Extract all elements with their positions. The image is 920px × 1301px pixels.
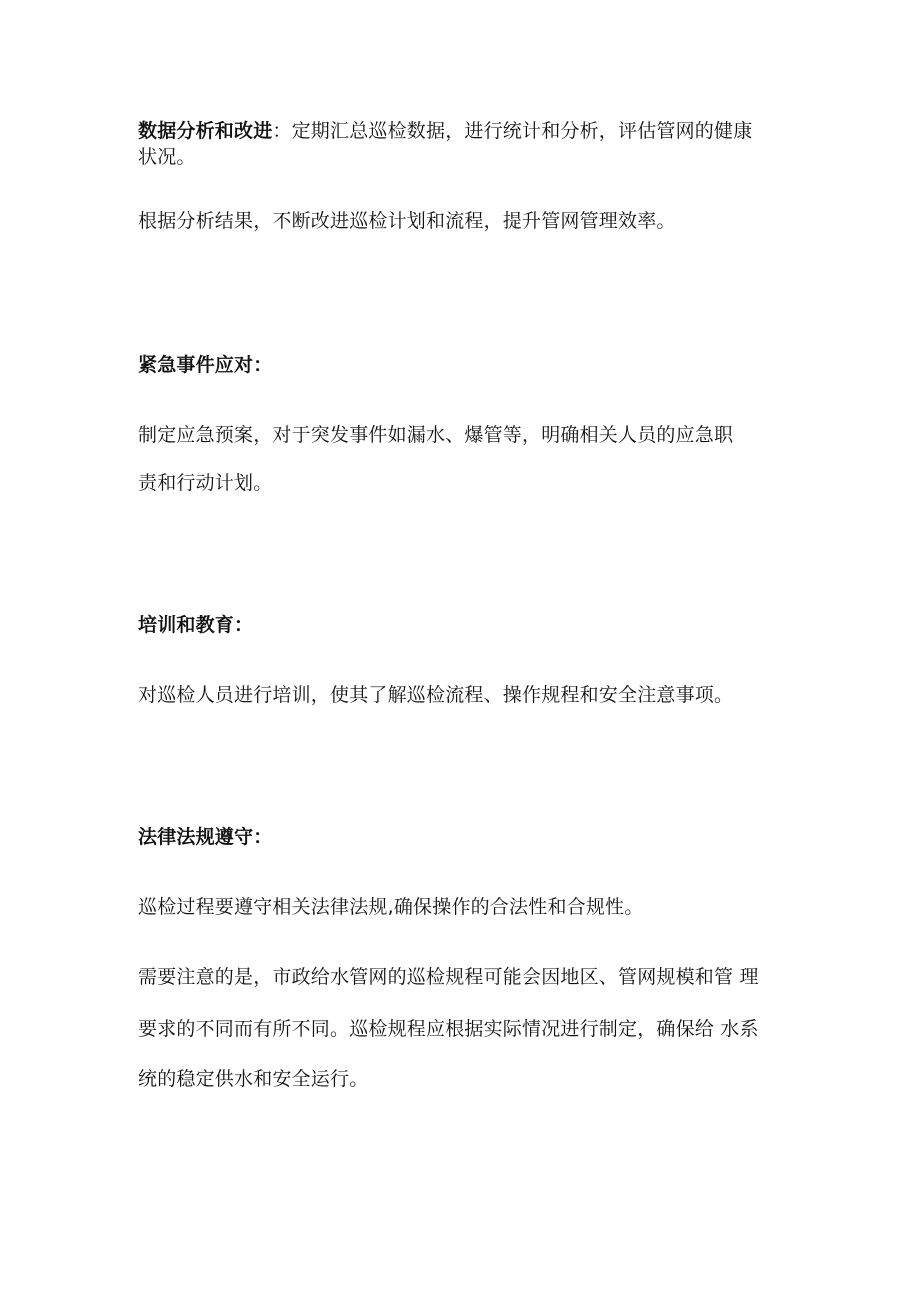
law-text-1: 巡检过程要遵守相关法律法规,确保操作的合法性和合规性。 [138,896,644,918]
note-line-1: 需要注意的是，市政给水管网的巡检规程可能会因地区、管网规模和管 理 [138,966,759,988]
law-heading: 法律法规遵守： [138,826,273,848]
emergency-heading: 紧急事件应对： [138,354,273,376]
note-line-3: 统的稳定供水和安全运行。 [138,1068,369,1090]
data-analysis-paragraph-2: 根据分析结果，不断改进巡检计划和流程，提升管网管理效率。 [138,210,676,232]
data-analysis-heading: 数据分析和改进 [138,120,273,142]
emergency-text-1: 制定应急预案，对于突发事件如漏水、爆管等，明确相关人员的应急职 [138,424,734,446]
emergency-text-2: 责和行动计划。 [138,472,273,494]
training-text-1: 对巡检人员进行培训，使其了解巡检流程、操作规程和安全注意事项。 [138,684,734,706]
data-analysis-colon: ： [272,120,292,142]
training-heading: 培训和教育： [138,614,254,636]
note-line-2: 要求的不同而有所不同。巡检规程应根据实际情况进行制定，确保给 水系 [138,1018,759,1040]
data-analysis-line-1 [138,118,752,144]
data-analysis-text-2: 状况。 [138,146,196,168]
data-analysis-text-1: 定期汇总巡检数据，进行统计和分析，评估管网的健康 [291,120,753,142]
